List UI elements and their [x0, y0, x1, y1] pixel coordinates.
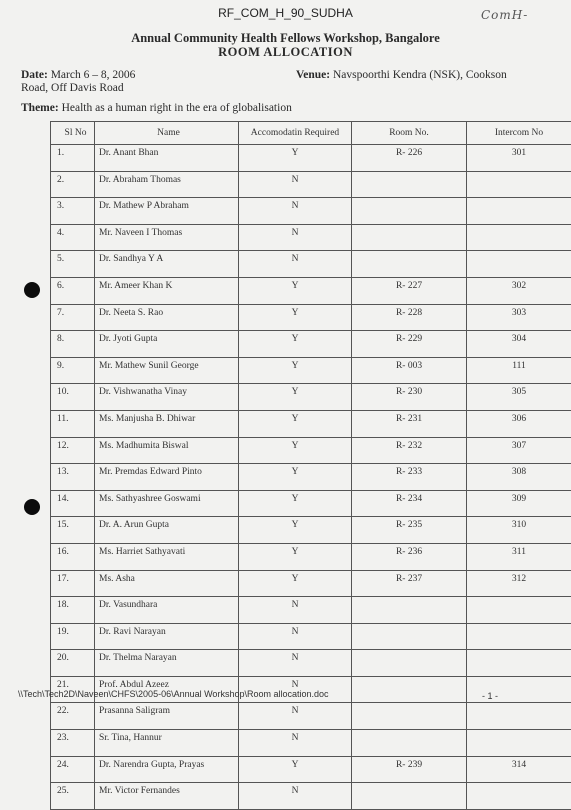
- cell-sl-no: 14.: [51, 490, 95, 517]
- cell-sl-no: 16.: [51, 543, 95, 570]
- date-label: Date:: [21, 69, 48, 81]
- cell-intercom-no: 311: [467, 543, 571, 570]
- cell-intercom-no: 306: [467, 410, 571, 437]
- cell-name: Dr. Thelma Narayan: [95, 650, 239, 677]
- table-row: [51, 171, 571, 198]
- cell-name: Dr. Anant Bhan: [95, 145, 239, 172]
- cell-intercom-no: 307: [467, 437, 571, 464]
- cell-name: Dr. Narendra Gupta, Prayas: [95, 756, 239, 783]
- cell-intercom-no: 308: [467, 464, 571, 491]
- cell-room-no: R- 228: [352, 304, 467, 331]
- cell-name: Ms. Harriet Sathyavati: [95, 543, 239, 570]
- cell-accommodation: Y: [239, 331, 352, 358]
- punch-hole: [24, 282, 40, 298]
- cell-accommodation: N: [239, 730, 352, 757]
- cell-sl-no: 5.: [51, 251, 95, 278]
- cell-sl-no: 25.: [51, 783, 95, 810]
- cell-intercom-no: 303: [467, 304, 571, 331]
- cell-intercom-no: 111: [467, 357, 571, 384]
- cell-accommodation: Y: [239, 357, 352, 384]
- cell-sl-no: 8.: [51, 331, 95, 358]
- cell-sl-no: 6.: [51, 277, 95, 304]
- cell-room-no: [352, 597, 467, 624]
- cell-room-no: R- 003: [352, 357, 467, 384]
- cell-sl-no: 9.: [51, 357, 95, 384]
- cell-intercom-no: [467, 171, 571, 198]
- table-row: [51, 410, 571, 437]
- cell-intercom-no: [467, 224, 571, 251]
- cell-sl-no: 2.: [51, 171, 95, 198]
- table-row: [51, 437, 571, 464]
- date-line: [21, 69, 135, 81]
- room-allocation-table: [50, 121, 571, 810]
- cell-sl-no: 19.: [51, 623, 95, 650]
- cell-intercom-no: 314: [467, 756, 571, 783]
- cell-room-no: R- 239: [352, 756, 467, 783]
- cell-intercom-no: 304: [467, 331, 571, 358]
- cell-name: Prof. Abdul Azeez: [95, 676, 239, 703]
- cell-sl-no: 10.: [51, 384, 95, 411]
- table-row: [51, 570, 571, 597]
- cell-room-no: [352, 650, 467, 677]
- cell-sl-no: 18.: [51, 597, 95, 624]
- cell-room-no: R- 232: [352, 437, 467, 464]
- punch-hole: [24, 499, 40, 515]
- venue-line: [296, 69, 507, 81]
- cell-sl-no: 22.: [51, 703, 95, 730]
- document-subtitle: ROOM ALLOCATION: [0, 45, 571, 60]
- cell-room-no: R- 234: [352, 490, 467, 517]
- cell-intercom-no: [467, 623, 571, 650]
- cell-accommodation: N: [239, 783, 352, 810]
- cell-sl-no: 1.: [51, 145, 95, 172]
- cell-accommodation: Y: [239, 384, 352, 411]
- cell-sl-no: 23.: [51, 730, 95, 757]
- cell-sl-no: 4.: [51, 224, 95, 251]
- cell-accommodation: Y: [239, 756, 352, 783]
- cell-name: Dr. Vasundhara: [95, 597, 239, 624]
- table-header-row: [51, 122, 571, 145]
- table-row: [51, 464, 571, 491]
- table-row: [51, 517, 571, 544]
- cell-sl-no: 7.: [51, 304, 95, 331]
- header-name: Name: [95, 122, 239, 145]
- cell-intercom-no: [467, 783, 571, 810]
- table-row: [51, 623, 571, 650]
- cell-name: Sr. Tina, Hannur: [95, 730, 239, 757]
- cell-accommodation: Y: [239, 543, 352, 570]
- cell-accommodation: Y: [239, 145, 352, 172]
- table-row: [51, 783, 571, 810]
- table-row: [51, 756, 571, 783]
- document-code: RF_COM_H_90_SUDHA: [0, 6, 571, 20]
- cell-room-no: R- 230: [352, 384, 467, 411]
- table-row: [51, 703, 571, 730]
- cell-accommodation: N: [239, 251, 352, 278]
- cell-sl-no: 13.: [51, 464, 95, 491]
- cell-accommodation: N: [239, 597, 352, 624]
- table-row: [51, 357, 571, 384]
- cell-name: Dr. Jyoti Gupta: [95, 331, 239, 358]
- cell-name: Ms. Asha: [95, 570, 239, 597]
- cell-accommodation: Y: [239, 490, 352, 517]
- cell-accommodation: N: [239, 650, 352, 677]
- cell-intercom-no: 309: [467, 490, 571, 517]
- cell-room-no: R- 229: [352, 331, 467, 358]
- handwritten-note: ComH-: [481, 8, 528, 22]
- table-row: [51, 198, 571, 225]
- cell-accommodation: N: [239, 171, 352, 198]
- cell-sl-no: 20.: [51, 650, 95, 677]
- venue-address-continued: Road, Off Davis Road: [21, 82, 124, 94]
- theme-line: [21, 102, 292, 114]
- cell-accommodation: Y: [239, 437, 352, 464]
- venue-label: Venue:: [296, 69, 330, 81]
- cell-name: Dr. Abraham Thomas: [95, 171, 239, 198]
- document-title: Annual Community Health Fellows Workshop, Bangalore: [0, 31, 571, 46]
- cell-room-no: [352, 224, 467, 251]
- cell-accommodation: N: [239, 676, 352, 703]
- table-row: [51, 145, 571, 172]
- cell-room-no: [352, 623, 467, 650]
- cell-room-no: R- 235: [352, 517, 467, 544]
- cell-accommodation: Y: [239, 570, 352, 597]
- file-path-footer: \\Tech\Tech2D\Naveen\CHFS\2005-06\Annual Workshop\Room allocation.doc: [18, 689, 329, 699]
- cell-intercom-no: 302: [467, 277, 571, 304]
- theme-value: Health as a human right in the era of globalisation: [62, 102, 292, 114]
- cell-name: Dr. Neeta S. Rao: [95, 304, 239, 331]
- cell-accommodation: Y: [239, 410, 352, 437]
- cell-accommodation: Y: [239, 277, 352, 304]
- venue-value: Navspoorthi Kendra (NSK), Cookson: [333, 69, 507, 81]
- date-value: March 6 – 8, 2006: [51, 69, 136, 81]
- table-row: [51, 384, 571, 411]
- cell-room-no: [352, 730, 467, 757]
- cell-accommodation: N: [239, 623, 352, 650]
- cell-accommodation: Y: [239, 517, 352, 544]
- cell-sl-no: 24.: [51, 756, 95, 783]
- cell-room-no: R- 233: [352, 464, 467, 491]
- cell-name: Dr. Vishwanatha Vinay: [95, 384, 239, 411]
- cell-intercom-no: [467, 198, 571, 225]
- cell-name: Mr. Mathew Sunil George: [95, 357, 239, 384]
- table-row: [51, 277, 571, 304]
- cell-room-no: [352, 171, 467, 198]
- cell-name: Mr. Victor Fernandes: [95, 783, 239, 810]
- cell-name: Dr. Ravi Narayan: [95, 623, 239, 650]
- cell-room-no: [352, 703, 467, 730]
- cell-name: Dr. Sandhya Y A: [95, 251, 239, 278]
- header-intercom-no: Intercom No: [467, 122, 571, 145]
- cell-accommodation: N: [239, 198, 352, 225]
- cell-accommodation: Y: [239, 304, 352, 331]
- cell-name: Prasanna Saligram: [95, 703, 239, 730]
- table-row: [51, 597, 571, 624]
- cell-room-no: [352, 251, 467, 278]
- cell-intercom-no: [467, 251, 571, 278]
- header-room-no: Room No.: [352, 122, 467, 145]
- cell-name: Ms. Manjusha B. Dhiwar: [95, 410, 239, 437]
- table-row: [51, 224, 571, 251]
- cell-room-no: R- 236: [352, 543, 467, 570]
- cell-sl-no: 21.: [51, 676, 95, 703]
- cell-name: Dr. A. Arun Gupta: [95, 517, 239, 544]
- cell-intercom-no: 312: [467, 570, 571, 597]
- table-row: [51, 650, 571, 677]
- cell-intercom-no: [467, 703, 571, 730]
- cell-room-no: R- 231: [352, 410, 467, 437]
- cell-room-no: [352, 676, 467, 703]
- table-body: [51, 145, 571, 810]
- cell-name: Mr. Ameer Khan K: [95, 277, 239, 304]
- cell-accommodation: N: [239, 703, 352, 730]
- cell-name: Dr. Mathew P Abraham: [95, 198, 239, 225]
- table-row: [51, 251, 571, 278]
- cell-intercom-no: [467, 730, 571, 757]
- table-row: [51, 730, 571, 757]
- cell-name: Mr. Naveen I Thomas: [95, 224, 239, 251]
- theme-label: Theme:: [21, 102, 59, 114]
- table-row: [51, 543, 571, 570]
- cell-sl-no: 15.: [51, 517, 95, 544]
- cell-name: Ms. Madhumita Biswal: [95, 437, 239, 464]
- cell-sl-no: 11.: [51, 410, 95, 437]
- cell-sl-no: 3.: [51, 198, 95, 225]
- cell-intercom-no: [467, 597, 571, 624]
- page-number: - 1 -: [482, 691, 498, 701]
- cell-room-no: R- 226: [352, 145, 467, 172]
- table-row: [51, 304, 571, 331]
- cell-room-no: R- 227: [352, 277, 467, 304]
- cell-intercom-no: [467, 650, 571, 677]
- cell-room-no: R- 237: [352, 570, 467, 597]
- cell-sl-no: 17.: [51, 570, 95, 597]
- cell-intercom-no: 310: [467, 517, 571, 544]
- cell-intercom-no: 305: [467, 384, 571, 411]
- table-row: [51, 490, 571, 517]
- cell-name: Mr. Premdas Edward Pinto: [95, 464, 239, 491]
- cell-room-no: [352, 198, 467, 225]
- cell-name: Ms. Sathyashree Goswami: [95, 490, 239, 517]
- cell-intercom-no: 301: [467, 145, 571, 172]
- cell-accommodation: Y: [239, 464, 352, 491]
- cell-sl-no: 12.: [51, 437, 95, 464]
- cell-room-no: [352, 783, 467, 810]
- table-row: [51, 331, 571, 358]
- header-accommodation: Accomodatin Required: [239, 122, 352, 145]
- cell-accommodation: N: [239, 224, 352, 251]
- header-sl-no: Sl No: [51, 122, 95, 145]
